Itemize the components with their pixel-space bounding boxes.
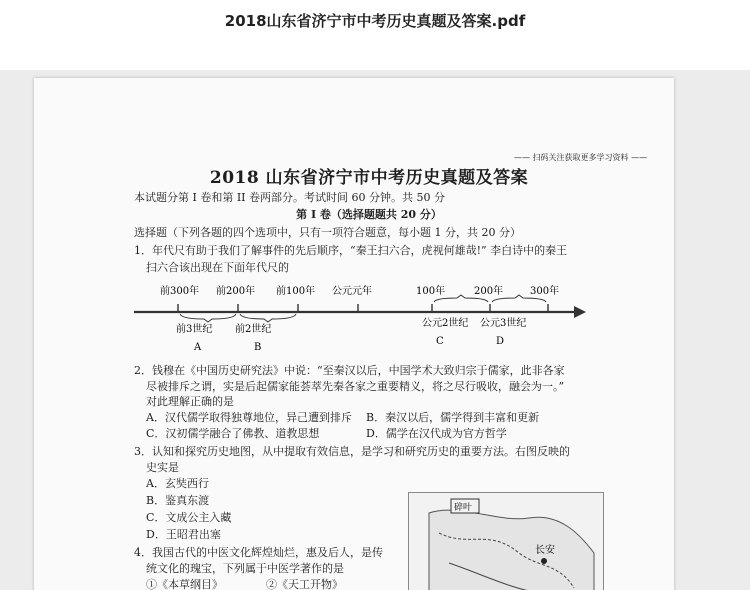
exam-intro: 本试题分第 I 卷和第 II 卷两部分。考试时间 60 分钟。共 50 分 (134, 191, 446, 204)
bracket-letter-3: D (496, 336, 505, 347)
bracket-letter-2: C (436, 336, 444, 347)
q2-option-b: B．秦汉以后，儒学得到丰富和更新 (366, 411, 540, 424)
tick-label-6: 300年 (530, 286, 560, 297)
timeline-arrow (574, 306, 586, 318)
document-title: 2018 山东省济宁市中考历史真题及答案 (209, 168, 529, 188)
tick-label-4: 100年 (416, 286, 446, 297)
q3-option-d: D．王昭君出塞 (146, 528, 221, 541)
q1-line2: 扫六合该出现在下面年代尺的 (146, 261, 289, 274)
q4-item-1: ①《本草纲目》 (146, 578, 223, 590)
q4-line2: 统文化的瑰宝，下列属于中医学著作的是 (146, 562, 344, 575)
file-title: 2018山东省济宁市中考历史真题及答案.pdf (224, 12, 526, 30)
instructions: 选择题（下列各题的四个选项中，只有一项符合题意，每小题 1 分，共 20 分） (134, 226, 521, 239)
q2-line2: 尽被排斥之谓，实是后起儒家能荟萃先秦各家之重要精义，将之尽行吸收，融会为一。” (146, 380, 565, 393)
timeline-ticks (178, 304, 548, 312)
bracket-below-0 (180, 314, 236, 322)
timeline-figure (134, 282, 654, 358)
tick-label-2: 前100年 (276, 286, 316, 297)
viewer-toolbar (0, 0, 750, 70)
q3-line1: 3．认知和探究历史地图，从中提取有效信息，是学习和研究历史的重要方法。右图反映的 (134, 445, 570, 458)
q2-option-a: A．汉代儒学取得独尊地位，异己遭到排斥 (146, 411, 352, 424)
bracket-label-1: 前2世纪 (235, 324, 272, 335)
q3-line2: 史实是 (146, 461, 179, 474)
bracket-label-3: 公元3世纪 (480, 318, 527, 329)
map-label-changan: 长安 (535, 545, 555, 556)
q4-item-2: ②《天工开物》 (266, 578, 343, 590)
bracket-below-1 (240, 314, 296, 322)
map-label-top: 碎叶 (454, 503, 473, 513)
watermark-text: —— 扫码关注获取更多学习资料 —— (514, 153, 648, 162)
tick-label-0: 前300年 (160, 286, 200, 297)
q2-line1: 2．钱穆在《中国历史研究法》中说：“至秦汉以后，中国学术大致归宗于儒家，此非各家 (134, 364, 565, 377)
bracket-label-2: 公元2世纪 (422, 318, 469, 329)
q3-option-a: A．玄奘西行 (146, 477, 209, 490)
q1-line1: 1．年代尺有助于我们了解事件的先后顺序，“秦王扫六合，虎视何雄哉!” 李白诗中的秦王 (134, 244, 568, 257)
section-heading: 第 I 卷（选择题题共 20 分） (296, 208, 442, 221)
pdf-page[interactable] (34, 78, 674, 590)
tick-label-3: 公元元年 (332, 286, 372, 297)
q2-line3: 对此理解正确的是 (146, 395, 234, 408)
map-drawing (409, 493, 605, 590)
bracket-letter-0: A (194, 342, 202, 353)
tick-label-5: 200年 (474, 286, 504, 297)
q3-option-b: B．鉴真东渡 (146, 494, 210, 507)
q4-line1: 4．我国古代的中医文化辉煌灿烂，惠及后人，是传 (134, 546, 383, 559)
q2-option-d: D．儒学在汉代成为官方哲学 (366, 427, 507, 440)
history-map (408, 492, 604, 590)
bracket-letter-1: B (254, 342, 262, 353)
q2-option-c: C．汉初儒学融合了佛教、道教思想 (146, 427, 320, 440)
tick-label-1: 前200年 (216, 286, 256, 297)
q3-option-c: C．文成公主入藏 (146, 511, 232, 524)
bracket-label-0: 前3世纪 (176, 324, 213, 335)
